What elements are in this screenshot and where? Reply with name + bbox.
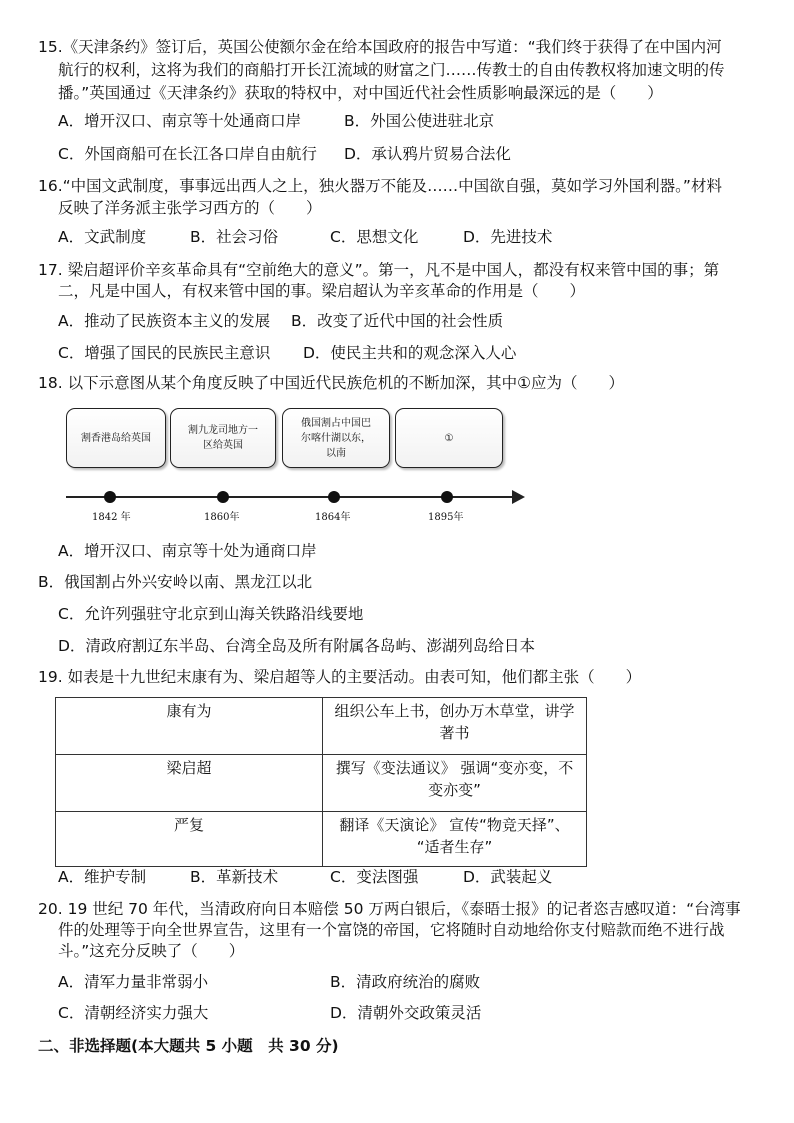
- q20-stem-line-2: 件的处理等于向全世界宣告，这里有一个富饶的帝国，它将随时自动地给你支付赔款而绝不进行战: [58, 921, 725, 939]
- timeline-box-3-line-1: 俄国割占中国巴: [301, 417, 371, 429]
- table-row: [56, 755, 587, 812]
- activity-line: 变亦变”: [428, 781, 481, 799]
- table-row: [56, 812, 587, 867]
- timeline-dot-4: [441, 491, 453, 503]
- activity-line: 翻译《天演论》 宣传“物竞天择”、: [339, 816, 570, 834]
- q18-option-c: C．允许列强驻守北京到山海关铁路沿线要地: [58, 605, 364, 623]
- timeline-box-3-line-2: 尔喀什湖以东，: [301, 432, 371, 444]
- timeline-dot-2: [217, 491, 229, 503]
- q20-stem-line-1: 20. 19 世纪 70 年代，当清政府向日本赔偿 50 万两白银后，《泰晤士报》的记者恣吉感叹道：“台湾事: [38, 900, 741, 918]
- q15-option-b: B．外国公使进驻北京: [344, 112, 495, 130]
- q17-option-b: B．改变了近代中国的社会性质: [291, 312, 504, 330]
- q18-timeline-figure: [58, 408, 528, 528]
- q19-activity-table: [55, 697, 587, 867]
- q18-option-d: D．清政府割辽东半岛、台湾全岛及所有附属各岛屿、澎湖列岛给日本: [58, 637, 535, 655]
- table-row: [56, 698, 587, 755]
- timeline-box-3: [282, 408, 390, 468]
- q15-stem-line-2: 航行的权利，这将为我们的商船打开长江流域的财富之门……传教士的自由传教权将加速文明的传: [58, 61, 725, 79]
- timeline-year-3: 1864年: [315, 512, 351, 523]
- q17-option-d: D．使民主共和的观念深入人心: [303, 344, 517, 362]
- q19-option-c: C．变法图强: [330, 868, 419, 886]
- q20-stem-line-3: 斗。”这充分反映了（ ）: [58, 942, 245, 960]
- section-2-heading: 二、非选择题(本大题共 5 小题 共 30 分): [38, 1037, 339, 1055]
- q18-stem: 18. 以下示意图从某个角度反映了中国近代民族危机的不断加深，其中①应为（ ）: [38, 374, 624, 392]
- q16-stem-line-2: 反映了洋务派主张学习西方的（ ）: [58, 199, 322, 217]
- q16-option-a: A．文武制度: [58, 228, 147, 246]
- q17-stem-line-2: 二，凡是中国人，有权来管中国的事。梁启超认为辛亥革命的作用是（ ）: [58, 282, 586, 300]
- q15-stem-line-1: 15.《天津条约》签订后，英国公使额尔金在给本国政府的报告中写道：“我们终于获得了在中国内河: [38, 38, 722, 56]
- table-cell-person: 梁启超: [56, 755, 323, 812]
- q19-option-d: D．武装起义: [463, 868, 553, 886]
- timeline-year-4: 1895年: [428, 512, 464, 523]
- table-cell-person: 康有为: [56, 698, 323, 755]
- q18-option-a: A．增开汉口、南京等十处为通商口岸: [58, 542, 317, 560]
- table-cell-activity: [323, 812, 587, 867]
- q17-stem-line-1: 17. 梁启超评价辛亥革命具有“空前绝大的意义”。第一，凡不是中国人，都没有权来管中国的事；第: [38, 261, 720, 279]
- q19-option-a: A．维护专制: [58, 868, 147, 886]
- q19-option-b: B．革新技术: [190, 868, 279, 886]
- timeline-box-1-line-1: 割香港岛给英国: [81, 432, 151, 444]
- timeline-year-2: 1860年: [204, 512, 240, 523]
- table-cell-person: 严复: [56, 812, 323, 867]
- timeline-year-1: 1842 年: [92, 512, 131, 523]
- timeline-box-4: [395, 408, 503, 468]
- timeline-box-2-line-1: 割九龙司地方一: [188, 425, 258, 436]
- q20-option-c: C．清朝经济实力强大: [58, 1004, 209, 1022]
- table-cell-activity: [323, 698, 587, 755]
- q20-option-d: D．清朝外交政策灵活: [330, 1004, 482, 1022]
- timeline-box-1: [66, 408, 166, 468]
- timeline-box-2-line-2: 区给英国: [203, 440, 243, 451]
- q15-option-c: C．外国商船可在长江各口岸自由航行: [58, 145, 317, 163]
- q19-stem: 19. 如表是十九世纪末康有为、梁启超等人的主要活动。由表可知，他们都主张（ ）: [38, 668, 642, 686]
- timeline-dot-3: [328, 491, 340, 503]
- q15-option-a: A．增开汉口、南京等十处通商口岸: [58, 112, 302, 130]
- q16-option-d: D．先进技术: [463, 228, 553, 246]
- timeline-box-4-label: ①: [444, 432, 454, 444]
- q15-option-d: D．承认鸦片贸易合法化: [344, 145, 511, 163]
- timeline-arrow: [512, 490, 525, 504]
- activity-line: “适者生存”: [416, 838, 493, 856]
- q17-option-c: C．增强了国民的民族民主意识: [58, 344, 271, 362]
- q16-stem-line-1: 16.“中国文武制度，事事远出西人之上，独火器万不能及……中国欲自强，莫如学习外国利器。”材料: [38, 177, 722, 195]
- timeline-box-2: [170, 408, 276, 468]
- table-cell-activity: [323, 755, 587, 812]
- q18-option-b: B．俄国割占外兴安岭以南、黑龙江以北: [38, 573, 313, 591]
- activity-line: 撰写《变法通议》 强调“变亦变，不: [335, 759, 574, 777]
- timeline-box-3-line-3: 以南: [326, 447, 346, 459]
- q17-option-a: A．推动了民族资本主义的发展: [58, 312, 271, 330]
- q20-option-a: A．清军力量非常弱小: [58, 973, 209, 991]
- q15-stem-line-3: 播。”英国通过《天津条约》获取的特权中，对中国近代社会性质影响最深远的是（ ）: [58, 84, 663, 102]
- activity-line: 著书: [439, 724, 470, 742]
- q20-option-b: B．清政府统治的腐败: [330, 973, 481, 991]
- activity-line: 组织公车上书，创办万木草堂，讲学: [334, 702, 575, 720]
- q16-option-b: B．社会习俗: [190, 228, 279, 246]
- timeline-dot-1: [104, 491, 116, 503]
- q16-option-c: C．思想文化: [330, 228, 419, 246]
